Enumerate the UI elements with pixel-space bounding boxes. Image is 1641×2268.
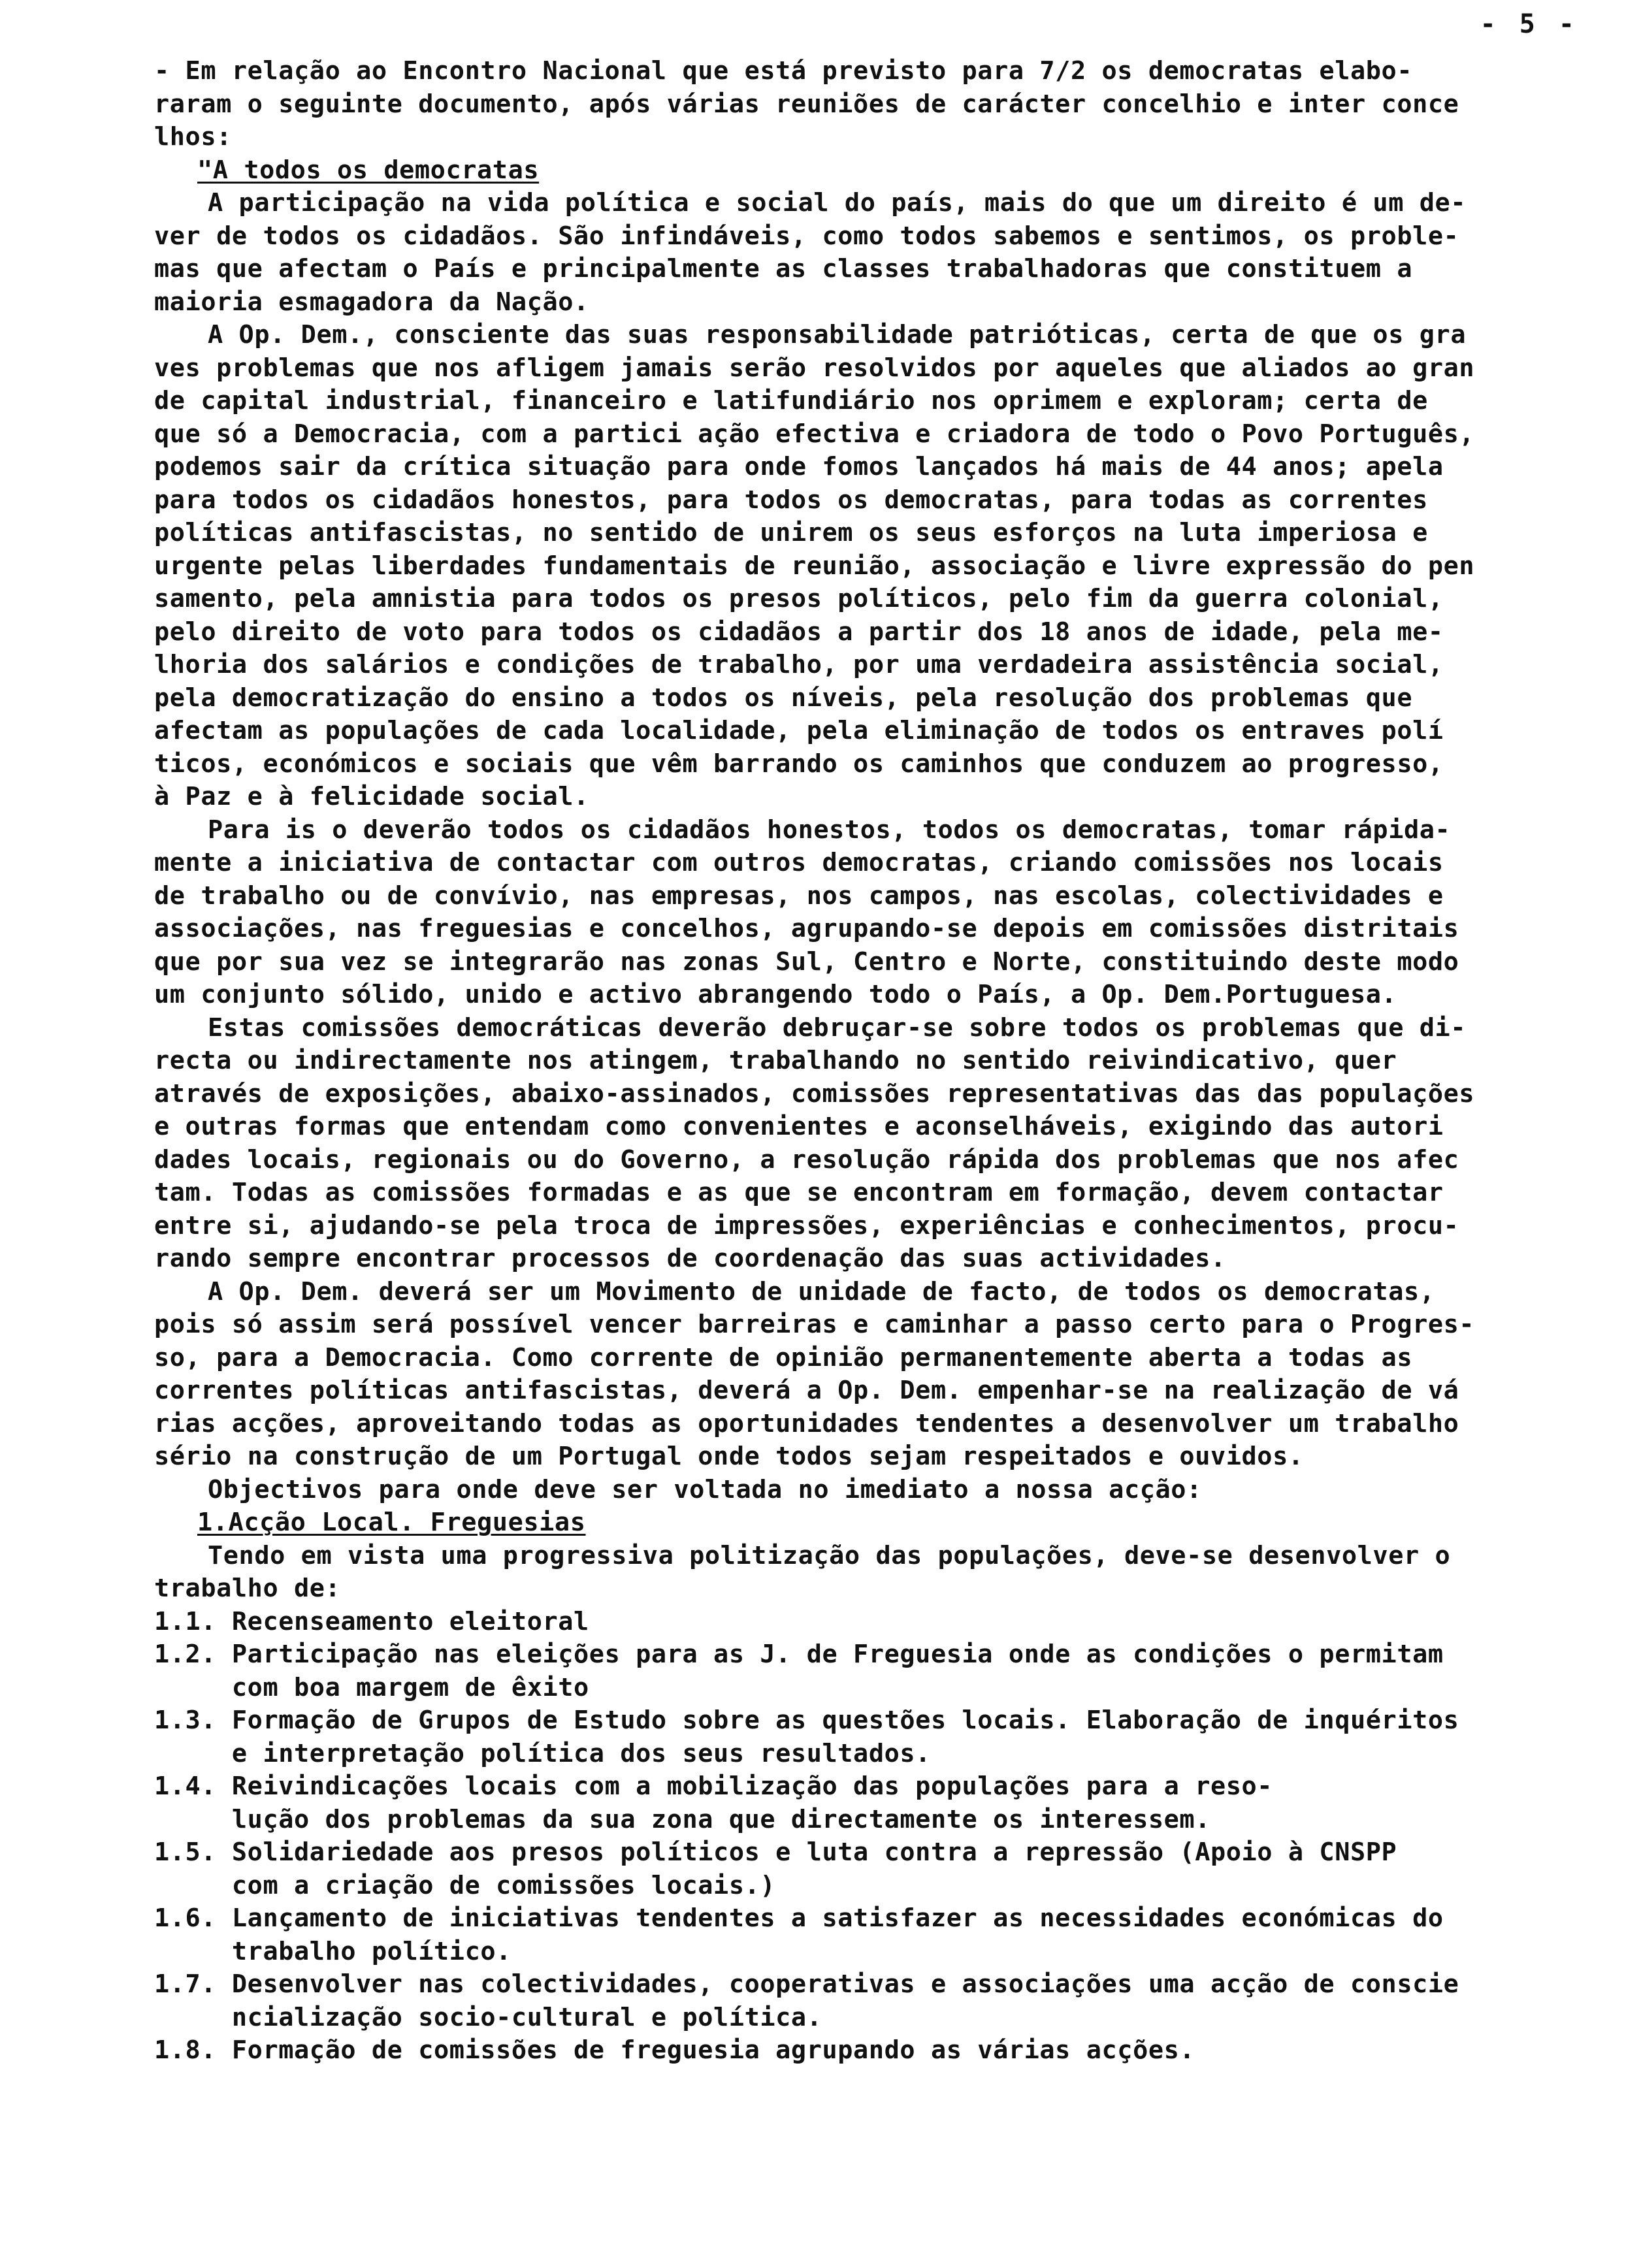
text-line: mente a iniciativa de contactar com outros democratas, criando comissões nos locais	[154, 848, 1444, 877]
text-line: rando sempre encontrar processos de coordenação das suas actividades.	[154, 1244, 1226, 1273]
list-item	[154, 2034, 1617, 2067]
text-line: ver de todos os cidadãos. São infindáveis, como todos sabemos e sentimos, os proble-	[154, 221, 1459, 251]
section-heading-text: "A todos os democratas	[197, 155, 540, 185]
text-line: dades locais, regionais ou do Governo, a resolução rápida dos problemas que nos afec	[154, 1144, 1459, 1174]
text-line: para todos os cidadãos honestos, para todos os democratas, para todas as correntes	[154, 485, 1428, 515]
list-item-line: trabalho político.	[154, 1936, 512, 1966]
text-line: tam. Todas as comissões formadas e as que se encontram em formação, devem contactar	[154, 1178, 1444, 1207]
text-line: sério na construção de um Portugal onde todos sejam respeitados e ouvidos.	[154, 1442, 1304, 1471]
paragraph	[154, 319, 1617, 814]
section-heading	[154, 154, 1617, 187]
list-item-line: e interpretação política dos seus resultados.	[154, 1738, 931, 1768]
text-line: raram o seguinte documento, após várias reuniões de carácter concelhio e inter conce	[154, 89, 1459, 119]
list-item-line: com a criação de comissões locais.)	[154, 1870, 776, 1900]
text-line: através de exposições, abaixo-assinados, comissões representativas das das populações	[154, 1078, 1475, 1109]
list-item	[154, 1704, 1617, 1770]
text-line: recta ou indirectamente nos atingem, trabalhando no sentido reivindicativo, quer	[154, 1046, 1397, 1075]
text-line: ticos, económicos e sociais que vêm barrando os caminhos que conduzem ao progresso,	[154, 749, 1444, 779]
text-line: pelo direito de voto para todos os cidadãos a partir dos 18 anos de idade, pela me-	[154, 617, 1444, 647]
text-line: correntes políticas antifascistas, deverá a Op. Dem. empenhar-se na realização de vá	[154, 1376, 1459, 1405]
text-line: A participação na vida política e social do país, mais do que um direito é um de-	[208, 188, 1467, 218]
paragraph	[154, 1012, 1617, 1276]
text-line: à Paz e à felicidade social.	[154, 782, 589, 811]
list-item	[154, 1902, 1617, 1968]
text-line: associações, nas freguesias e concelhos, agrupando-se depois em comissões distritais	[154, 914, 1459, 943]
list-item-line: 1.8. Formação de comissões de freguesia agrupando as várias acções.	[154, 2035, 1195, 2065]
text-line: maioria esmagadora da Nação.	[154, 287, 589, 317]
paragraph	[154, 1474, 1617, 1507]
text-line: mas que afectam o País e principalmente as classes trabalhadoras que constituem a	[154, 254, 1413, 284]
list-item-line: 1.5. Solidariedade aos presos políticos e luta contra a repressão (Apoio à CNSPP	[154, 1838, 1397, 1867]
list-item-line: 1.4. Reivindicações locais com a mobilização das populações para a reso-	[154, 1772, 1273, 1801]
text-line: e outras formas que entendam como convenientes e aconselháveis, exigindo das autori	[154, 1112, 1444, 1141]
text-line: Estas comissões democráticas deverão debruçar-se sobre todos os problemas que di-	[208, 1012, 1467, 1043]
text-line: rias acções, aproveitando todas as oportunidades tendentes a desenvolver um trabalho	[154, 1408, 1459, 1438]
text-line: pois só assim será possível vencer barreiras e caminhar a passo certo para o Progres-	[154, 1310, 1475, 1339]
text-line: afectam as populações de cada localidade, pela eliminação de todos os entraves polí	[154, 716, 1444, 745]
text-line: samento, pela amnistia para todos os presos políticos, pelo fim da guerra colonial,	[154, 584, 1444, 613]
paragraph	[154, 154, 1617, 319]
text-line: políticas antifascistas, no sentido de unirem os seus esforços na luta imperiosa e	[154, 518, 1428, 547]
text-line: de capital industrial, financeiro e latifundiário nos oprimem e exploram; certa de	[154, 386, 1428, 415]
text-line: urgente pelas liberdades fundamentais de reunião, associação e livre expressão do pen	[154, 551, 1475, 581]
page-number: - 5 -	[1480, 9, 1578, 39]
list-item	[154, 1836, 1617, 1902]
text-line: entre si, ajudando-se pela troca de impressões, experiências e conhecimentos, procu-	[154, 1210, 1459, 1240]
text-line: de trabalho ou de convívio, nas empresas, nos campos, nas escolas, colectividades e	[154, 881, 1444, 911]
text-line: Tendo em vista uma progressiva politização das populações, deve-se desenvolver o	[208, 1540, 1451, 1570]
list-item-line: com boa margem de êxito	[154, 1672, 589, 1702]
text-line: ves problemas que nos afligem jamais serão resolvidos por aqueles que aliados ao gran	[154, 353, 1475, 383]
list-item-line: lução dos problemas da sua zona que directamente os interessem.	[154, 1804, 1210, 1834]
list-item	[154, 1606, 1617, 1639]
text-line: podemos sair da crítica situação para onde fomos lançados há mais de 44 anos; apela	[154, 452, 1444, 481]
paragraph	[154, 1276, 1617, 1474]
list-item-line: 1.6. Lançamento de iniciativas tendentes a satisfazer as necessidades económicas do	[154, 1904, 1444, 1933]
list-item-line: 1.2. Participação nas eleições para as J. de Freguesia onde as condições o permitam	[154, 1640, 1444, 1669]
list-item	[154, 1968, 1617, 2034]
text-line: A Op. Dem. deverá ser um Movimento de unidade de facto, de todos os democratas,	[208, 1276, 1435, 1306]
text-line: lhoria dos salários e condições de trabalho, por uma verdadeira assistência social,	[154, 650, 1444, 679]
list-item-line: ncialização socio-cultural e política.	[154, 2002, 822, 2032]
text-line: trabalho de:	[154, 1574, 341, 1603]
list-item-line: 1.7. Desenvolver nas colectividades, cooperativas e associações uma acção de conscie	[154, 1969, 1459, 1999]
list-item-line: 1.1. Recenseamento eleitoral	[154, 1606, 589, 1636]
objectives-list	[154, 1606, 1617, 2067]
text-line: pela democratização do ensino a todos os níveis, pela resolução dos problemas que	[154, 683, 1413, 713]
text-line: Para is o deverão todos os cidadãos honestos, todos os democratas, tomar rápida-	[208, 815, 1451, 845]
paragraph	[154, 814, 1617, 1012]
text-line: lhos:	[154, 122, 232, 152]
text-line: so, para a Democracia. Como corrente de opinião permanentemente aberta a todas as	[154, 1342, 1413, 1372]
text-line: um conjunto sólido, unido e activo abrangendo todo o País, a Op. Dem.Portuguesa.	[154, 980, 1397, 1009]
document-body	[154, 55, 1617, 2067]
list-item	[154, 1770, 1617, 1836]
text-line: que por sua vez se integrarão nas zonas Sul, Centro e Norte, constituindo deste modo	[154, 947, 1459, 977]
section-heading	[154, 1506, 1617, 1540]
text-line: A Op. Dem., consciente das suas responsabilidade patrióticas, certa de que os gra	[208, 320, 1467, 349]
list-item	[154, 1638, 1617, 1704]
list-item-line: 1.3. Formação de Grupos de Estudo sobre as questões locais. Elaboração de inquéritos	[154, 1706, 1459, 1735]
paragraph	[154, 55, 1617, 154]
section-heading-text: 1.Acção Local. Freguesias	[197, 1508, 586, 1537]
text-line: Objectivos para onde deve ser voltada no imediato a nossa acção:	[208, 1474, 1202, 1504]
text-line: - Em relação ao Encontro Nacional que está previsto para 7/2 os democratas elabo-	[154, 56, 1413, 86]
text-line: que só a Democracia, com a partici ação efectiva e criadora de todo o Povo Português,	[154, 419, 1475, 449]
paragraph	[154, 1506, 1617, 1606]
